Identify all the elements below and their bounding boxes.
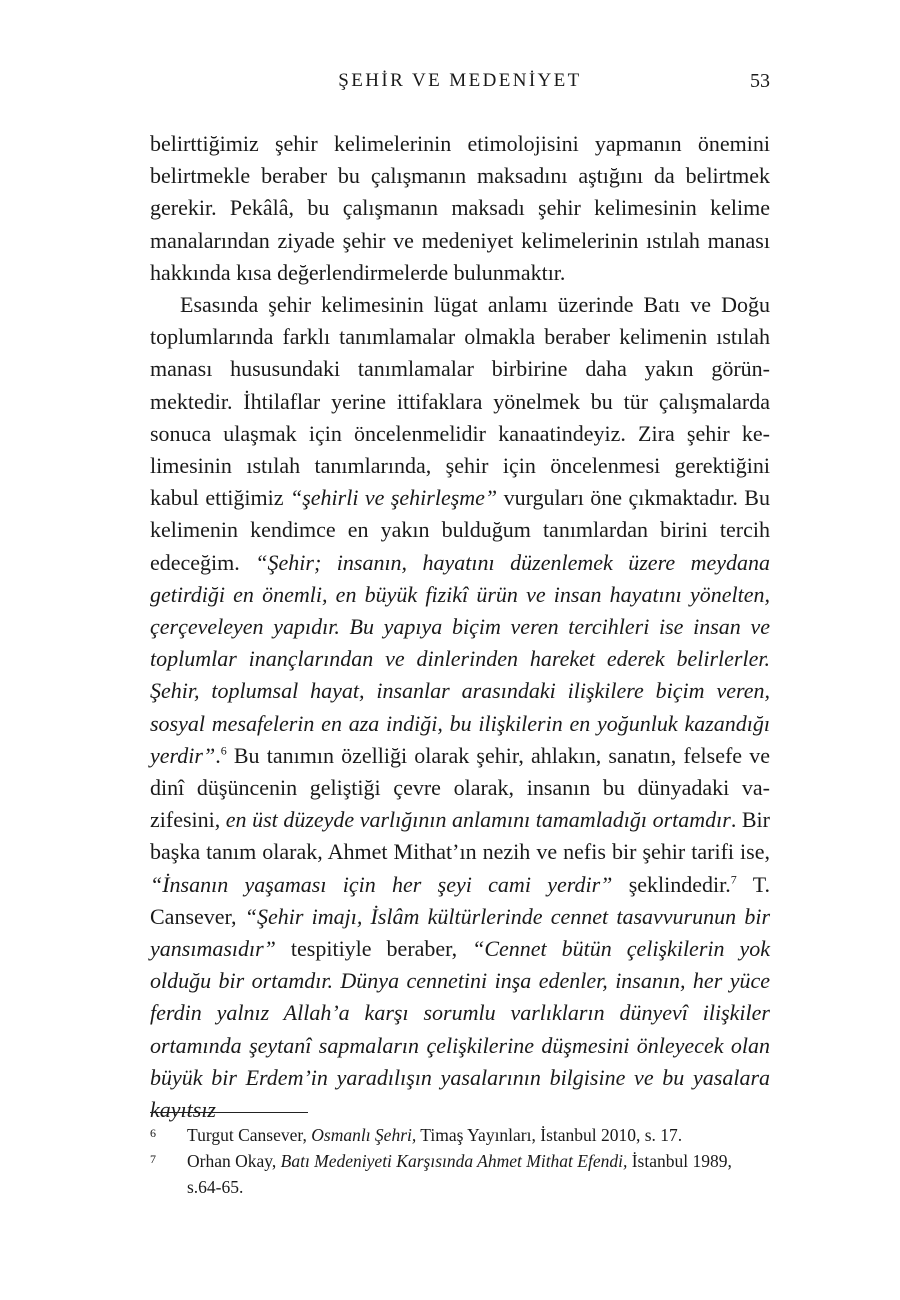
footnote-number: 7: [150, 1152, 156, 1166]
italic-text: “Şehir imajı, İslâm kültürlerinde cennet tasavvurunun bir yansımasıdır”: [150, 903, 770, 962]
italic-text: Osmanlı Şehri,: [311, 1125, 417, 1145]
footnotes: [150, 1122, 770, 1200]
footnote: [150, 1148, 770, 1200]
italic-text: “İnsanın yaşaması için her şeyi cami yerdir”: [150, 871, 613, 897]
footnote-separator: [150, 1112, 308, 1113]
running-title: ŞEHİR VE MEDENİYET: [338, 70, 582, 91]
text-run: vurguları öne çıkmaktadır. Bu kelimenin kendimce en yakın bulduğum tanımlardan birini tercih edeceğim.: [150, 485, 770, 575]
footnote-ref: 7: [730, 872, 737, 887]
italic-text: en üst düzeyde varlığının anlamını tamamladığı ortamdır: [225, 807, 731, 833]
text-run: Esasında şehir kelimesinin lügat anlamı üzerinde Batı ve Doğu toplumlarında farklı tanımlamalar olmakla beraber kelimenin ıstılah manası hususundaki tanımlamalar birbirine daha yakın görünmektedir. İhtilaflar yerine ittifaklara yönelmek bu tür çalışmalarda sonuca ulaşmak için öncelenmelidir kanaatindeyiz. Zira şehir kelimesinin ıstılah tanımlarında, şehir için öncelenmesi gerektiğini kabul ettiğimiz: [150, 292, 770, 511]
italic-text: “şehirli ve şehirleşme”: [289, 485, 498, 511]
text-run: Orhan Okay,: [187, 1151, 281, 1171]
text-run: .: [215, 742, 221, 768]
text-run: şeklindedir.: [612, 871, 731, 897]
page-header: [150, 70, 770, 100]
text-run: tespitiyle beraber,: [275, 936, 473, 962]
paragraph: [150, 289, 770, 1126]
italic-text: Batı Medeniyeti Karşısında Ahmet Mithat Efendi,: [280, 1151, 628, 1171]
body-text: [150, 128, 770, 1126]
text-run: Turgut Cansever,: [187, 1125, 312, 1145]
italic-text: “Şehir; insanın, hayatını düzenlemek üzere meydana getirdiği en önemli, en büyük fizikî ürün ve insan hayatını yönelten, çerçeveleyen yapıdır. Bu yapıya biçim veren tercihleri ise insan ve toplumlar inançlarından ve dinlerinden hareket ederek belirlerler. Şehir, toplumsal hayat, insanlar arasındaki ilişkilere biçim veren, sosyal mesafelerin en aza indiği, bu ilişkilerin en yoğunluk kazandığı yerdir”: [150, 549, 770, 768]
text-run: T. Cansever,: [150, 871, 770, 929]
text-run: İstanbul 1989, s.64-65.: [187, 1151, 732, 1197]
text-run: Timaş Yayınları, İstanbul 2010, s. 17.: [416, 1125, 683, 1145]
footnote-number: 6: [150, 1126, 156, 1140]
text-run: belirttiğimiz şehir kelimelerinin etimolojisini yapmanın önemini belirtmekle beraber bu çalışmanın maksadını aştığını da belirtmek gerekir. Pekâlâ, bu çalışmanın maksadı şehir kelimesinin kelime manalarından ziyade şehir ve medeniyet kelimelerinin ıstılah manası hakkında kısa değerlendirmelerde bulunmaktır.: [150, 131, 770, 285]
italic-text: “Cennet bütün çelişkilerin yok olduğu bir ortamdır. Dünya cennetini inşa edenler, insanın, her yüce ferdin yalnız Allah’a karşı sorumlu varlıkların dünyevî ilişkiler ortamında şeytanî sapmaların çelişkilerine düşmesini önleyecek olan büyük bir Erdem’in yaradılışın yasalarının bilgisine ve bu yasalara kayıtsız: [150, 936, 771, 1123]
text-run: Bu tanımın özelliği olarak şehir, ahlakın, sanatın, felsefe ve dinî düşüncenin geliştiği çevre olarak, insanın bu dünyadaki vazifesini,: [150, 742, 770, 833]
footnote-ref: 6: [220, 743, 227, 758]
paragraph: [150, 128, 770, 289]
footnote: [150, 1122, 770, 1148]
page-number: 53: [750, 70, 770, 92]
text-run: . Bir başka tanım olarak, Ahmet Mithat’ın nezih ve nefis bir şehir tarifi ise,: [150, 807, 770, 865]
